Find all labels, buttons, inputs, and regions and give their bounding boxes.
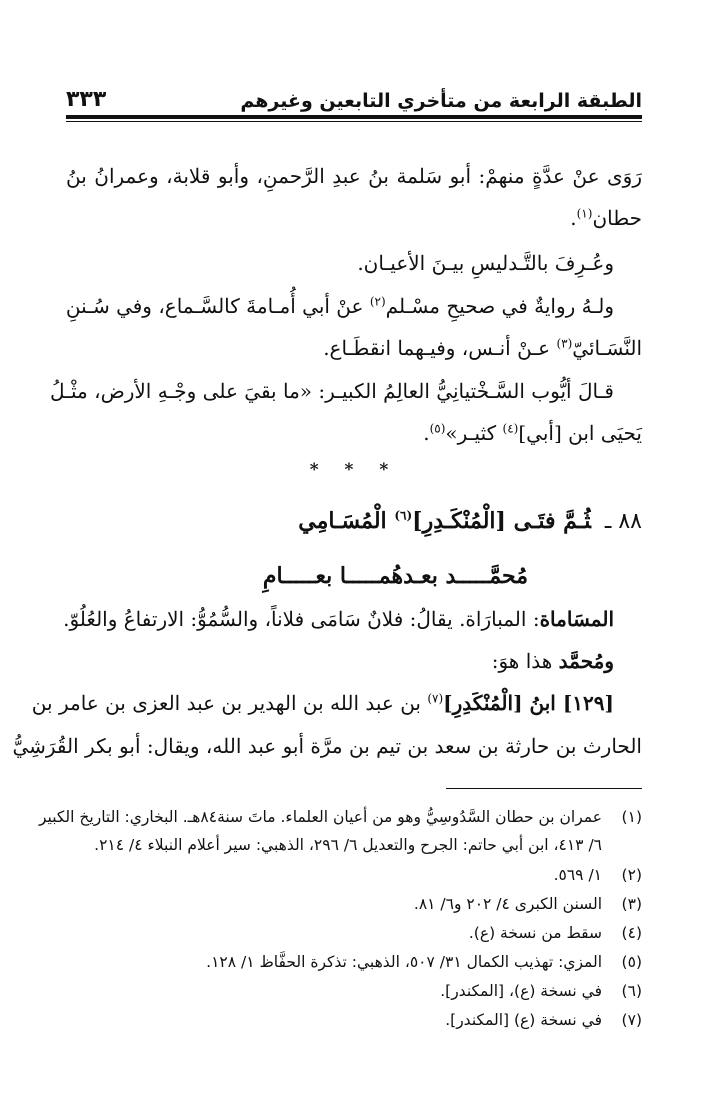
footnote-ref-6[interactable]: (٦) (394, 508, 413, 523)
footnote-4: (٤)سقط من نسخة (ع). (468, 924, 642, 942)
body-line-2: حطان$^{(١)}$. (570, 206, 642, 230)
body-line-3: وعُـرِفَ بالتَّـدليسِ بيـنَ الأعيـان. (357, 251, 614, 275)
footnote-ref-2[interactable]: (٢) (369, 294, 386, 309)
footnote-2: (٢)١/ ٥٦٩. (553, 866, 642, 884)
footnote-1: (١)عمران بن حطان السَّدُوسِيُّ وهو من أعيان العلماء. ماتَ سنة٨٤هـ. البخاري: التاريخ الكبير (38, 808, 642, 826)
header-rule-thick (66, 115, 642, 119)
verse-subheading: مُحمَّـــــد بعـدهُمـــــا بعـــــامِ (262, 563, 528, 589)
footnote-5: (٥)المزي: تهذيب الكمال ٣١/ ٥٠٧، الذهبي: تذكرة الحفَّاظ ١/ ١٢٨. (206, 953, 642, 971)
page-number: ٣٣٣ (66, 87, 107, 112)
footnote-1-continued: ٦/ ٤١٣، ابن أبي حاتم: الجرح والتعديل ٦/ ٢٩٦، الذهبي: سير أعلام النبلاء ٤/ ٢١٤. (94, 836, 602, 854)
footnote-separator (446, 788, 642, 789)
body-line-8: المسَاماة: المبارَاة. يقالُ: فلانٌ سَامَى فلاناً، والسُّمُوُّ: الارتفاعُ والعُلُوّ. (63, 607, 614, 631)
body-line-4: ولـهُ روايةٌ في صحيحِ مسْـلم$^{(٢)}$ عنْ أبي أُمـامةَ كالسَّـماع، وفي سُـننِ (65, 294, 614, 318)
footnote-ref-5[interactable]: (٥) (429, 421, 446, 436)
footnote-ref-1[interactable]: (١) (576, 206, 593, 221)
footnote-7: (٧)في نسخة (ع) [المكندر]. (445, 1011, 642, 1029)
body-line-10: [١٢٩] ابنُ [الْمُنْكَدِرِ]$^{(٧)}$ بن عبد الله بن الهدير بن عبد العزى بن عامر بن (31, 691, 614, 715)
body-line-11: الحارث بن حارثة بن سعد بن تيم بن مرَّة أبو عبد الله، ويقال: أبو بكر القُرَشِيُّ (12, 734, 642, 758)
footnote-3: (٣)السنن الكبرى ٤/ ٢٠٢ و٦/ ٨١. (413, 895, 642, 913)
footnote-6: (٦)في نسخة (ع)، [المكندر]. (440, 982, 642, 1000)
body-line-6: قـالَ أيُّوب السَّـخْتيانِيُّ العالِمُ الكبيـر: «ما بقيَ على وجْـهِ الأرض، مثْـلُ (50, 379, 614, 403)
footnote-ref-4[interactable]: (٤) (502, 421, 519, 436)
footnote-ref-3[interactable]: (٣) (556, 336, 573, 351)
running-title: الطبقة الرابعة من متأخري التابعين وغيرهم (240, 90, 642, 112)
entry-number: ٨٨ ـ (604, 509, 642, 534)
body-line-5: النَّسَـائيّ$^{(٣)}$ عـنْ أنـس، وفيـهما انقطَـاع. (323, 336, 642, 360)
body-line-7: يَحيَى ابن [أبي]$^{(٤)}$ كثيـر»$^{(٥)}$. (423, 421, 642, 445)
body-line-9: ومُحمَّد هذا هوَ: (491, 649, 614, 673)
section-separator-stars: * * * (309, 460, 399, 480)
footnote-ref-7[interactable]: (٧) (427, 691, 444, 706)
page-header (66, 72, 642, 112)
entry-heading: ٨٨ ـثُـمَّ فتَـى [الْمُنْكَـدِرِ]$^{(٦)}$ الْمُسَـامِي (298, 508, 642, 534)
body-line-1: رَوَى عنْ عدَّةٍ منهمْ: أبو سَلمة بنُ عبدِ الرَّحمنِ، وأبو قلابة، وعمرانُ بنُ (66, 164, 642, 188)
header-rule-thin (66, 121, 642, 122)
